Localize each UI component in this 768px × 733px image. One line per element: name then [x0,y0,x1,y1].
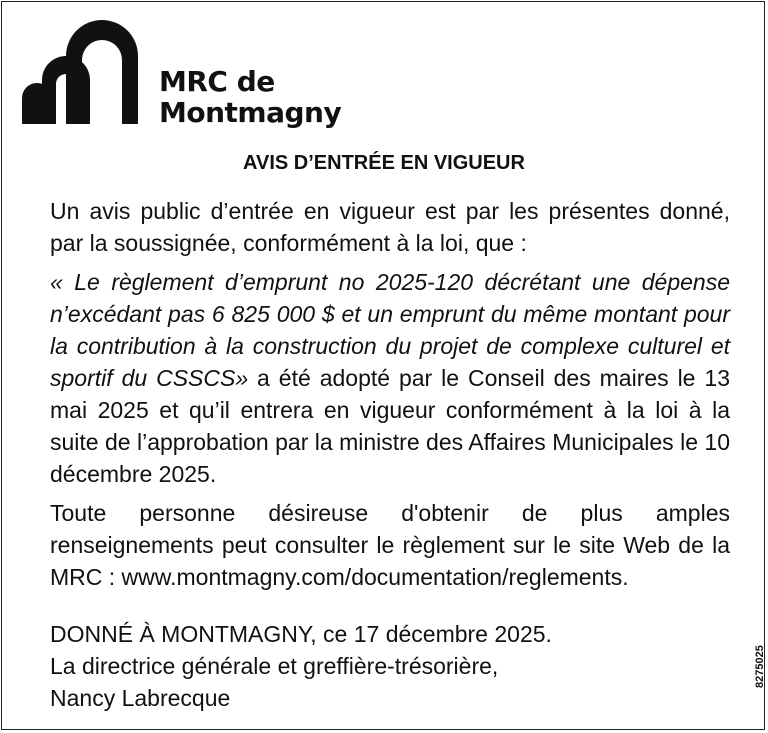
bylaw-quote: « Le règlement d’emprunt no 2025-120 décrétant une dépense n’excédant pas 6 825 000 $ et un emprunt du même montant pour la contribution à la construction du projet de complexe culturel et sportif du CSSCS» [50,269,730,391]
bylaw-adoption-text: a été adopté par le Conseil des maires le 13 mai 2025 et qu’il entrera en vigueur conformément à la loi à la suite de l’approbation par la ministre des Affaires Municipales le 10 décembre 2025. [50,365,730,487]
notice-body [50,195,730,593]
public-notice [1,1,765,730]
intro-paragraph: Un avis public d’entrée en vigueur est par les présentes donné, par la soussignée, conformément à la loi, que : [50,198,730,256]
arches-logo-icon [22,16,138,136]
brand-line-2: Montmagny [159,96,342,129]
ad-code: 8275025 [754,645,766,688]
given-date: DONNÉ À MONTMAGNY, ce 17 décembre 2025. [50,621,552,647]
logo-arch-small [22,83,52,124]
notice-title: AVIS D’ENTRÉE EN VIGUEUR [243,152,525,174]
signatory-name: Nancy Labrecque [50,685,231,711]
bylaw-paragraph [50,266,730,490]
brand-line-1: MRC de [159,65,275,98]
signatory-role: La directrice générale et greffière-trésorière, [50,653,499,679]
signature-block [50,618,552,714]
info-paragraph: Toute personne désireuse d'obtenir de plus amples renseignements peut consulter le règlement sur le site Web de la MRC : www.montmagny.com/documentation/reglements. [50,500,730,590]
brand-name [159,66,341,128]
